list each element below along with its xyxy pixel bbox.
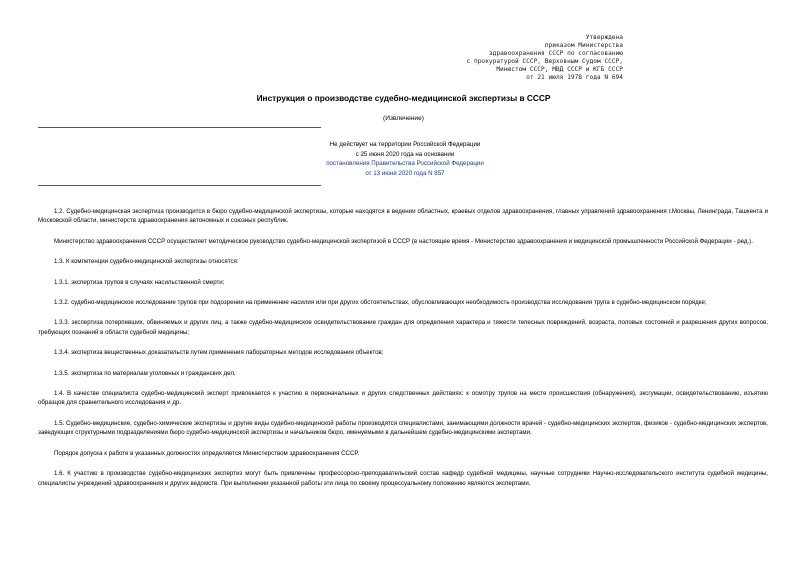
divider-top: [38, 127, 321, 128]
resolution-date-link[interactable]: от 13 июня 2020 года N 857: [365, 169, 445, 177]
paragraph: 1.3. К компетенции судебно-медицинской экспертизы относятся:: [54, 258, 239, 266]
paragraph: 1.2. Судебно-медицинская экспертиза производится в бюро судебно-медицинской экспертизы, которые находятся в ведении областных, краевых отделов здравоохранения, главных управлений здравоохранения г.Москвы, Ленинграда, Ташкента и Московской области, министерств здравоохранения автономных и союзных республик.: [38, 208, 768, 225]
paragraph: 1.3.4. экспертиза вещественных доказательств путем применения лабораторных методов исследования объектов;: [54, 349, 384, 357]
approval-stamp: [467, 34, 623, 82]
document-body: [38, 207, 768, 499]
paragraph: Порядок допуска к работе в указанных должностях определяется Министерством здравоохранения СССР.: [54, 449, 360, 457]
approval-line: приказом Министерства: [544, 42, 623, 49]
paragraph: 1.3.1. экспертиза трупов в случаях насильственной смерти;: [54, 278, 225, 286]
approval-line: с прокуратурой СССР, Верховным Судом СССР,: [466, 58, 623, 65]
divider-bottom: [38, 185, 321, 186]
paragraph: 1.6. К участию в производстве судебно-медицинских экспертиз могут быть привлечены профессорско-преподавательский состав кафедр судебной медицины, научные сотрудники Научно-исследовательского института судебной медицины, специалисты учреждений здравоохранения и других ведомств. При выполнении указанной работы эти лица по своему процессуальному положению являются экспертами.: [38, 470, 768, 487]
paragraph: 1.5. Судебно-медицинские, судебно-химические экспертизы и другие виды судебно-медицинской работы производятся специалистами, занимающими должности врачей - судебно-медицинских экспертов, физиков - судебно-медицинских экспертов, заведующих структурными подразделениями бюро судебно-медицинской экспертизы и начальников бюро, именуемыми в дальнейшем судебно-медицинскими экспертами.: [38, 419, 768, 437]
notice-line: Не действует на территории Российской Федерации: [329, 141, 481, 148]
document-title: Инструкция о производстве судебно-медицинской экспертизы в СССР: [256, 93, 551, 103]
paragraph: Министерство здравоохранения СССР осуществляет методическое руководство судебно-медицинской экспертизой в СССР (в настоящее время - Министерство здравоохранения и медицинской промышленности Российской Федерации - ред.).: [54, 237, 753, 245]
approval-line: здравоохранения СССР по согласованию: [488, 50, 623, 57]
paragraph: 1.4. В качестве специалиста судебно-медицинский эксперт привлекается к участию в первоначальных и других следственных действиях: к осмотру трупов на месте происшествия (обнаружения), эксгумации, освидетельствованию, изъятию образцов для сравнительного исследования и др.: [38, 390, 768, 407]
paragraph: 1.3.2. судебно-медицинское исследование трупов при подозрении на применение насилия или при других обстоятельствах, обусловливающих необходимость производства исследования трупа в судебно-медицинском порядке;: [54, 299, 707, 307]
approval-line: Утверждена: [585, 34, 623, 41]
approval-line: Минюстом СССР, МВД СССР и КГБ СССР: [496, 66, 623, 73]
status-notice: [305, 140, 505, 178]
paragraph: 1.3.5. экспертиза по материалам уголовных и гражданских дел.: [54, 369, 236, 377]
notice-line: с 25 июня 2020 года на основании: [355, 150, 455, 158]
approval-line: от 21 июля 1978 года N 694: [526, 74, 623, 81]
document-subtitle: (Извлечение): [383, 115, 424, 122]
resolution-link[interactable]: постановления Правительства Российской Федерации: [326, 160, 484, 167]
paragraph: 1.3.3. экспертиза потерпевших, обвиняемых и других лиц, а также судебно-медицинское освидетельствование граждан для определения характера и тяжести телесных повреждений, возраста, половых состояний и разрешения других вопросов, требующих познаний в области судебной медицины;: [38, 319, 768, 336]
